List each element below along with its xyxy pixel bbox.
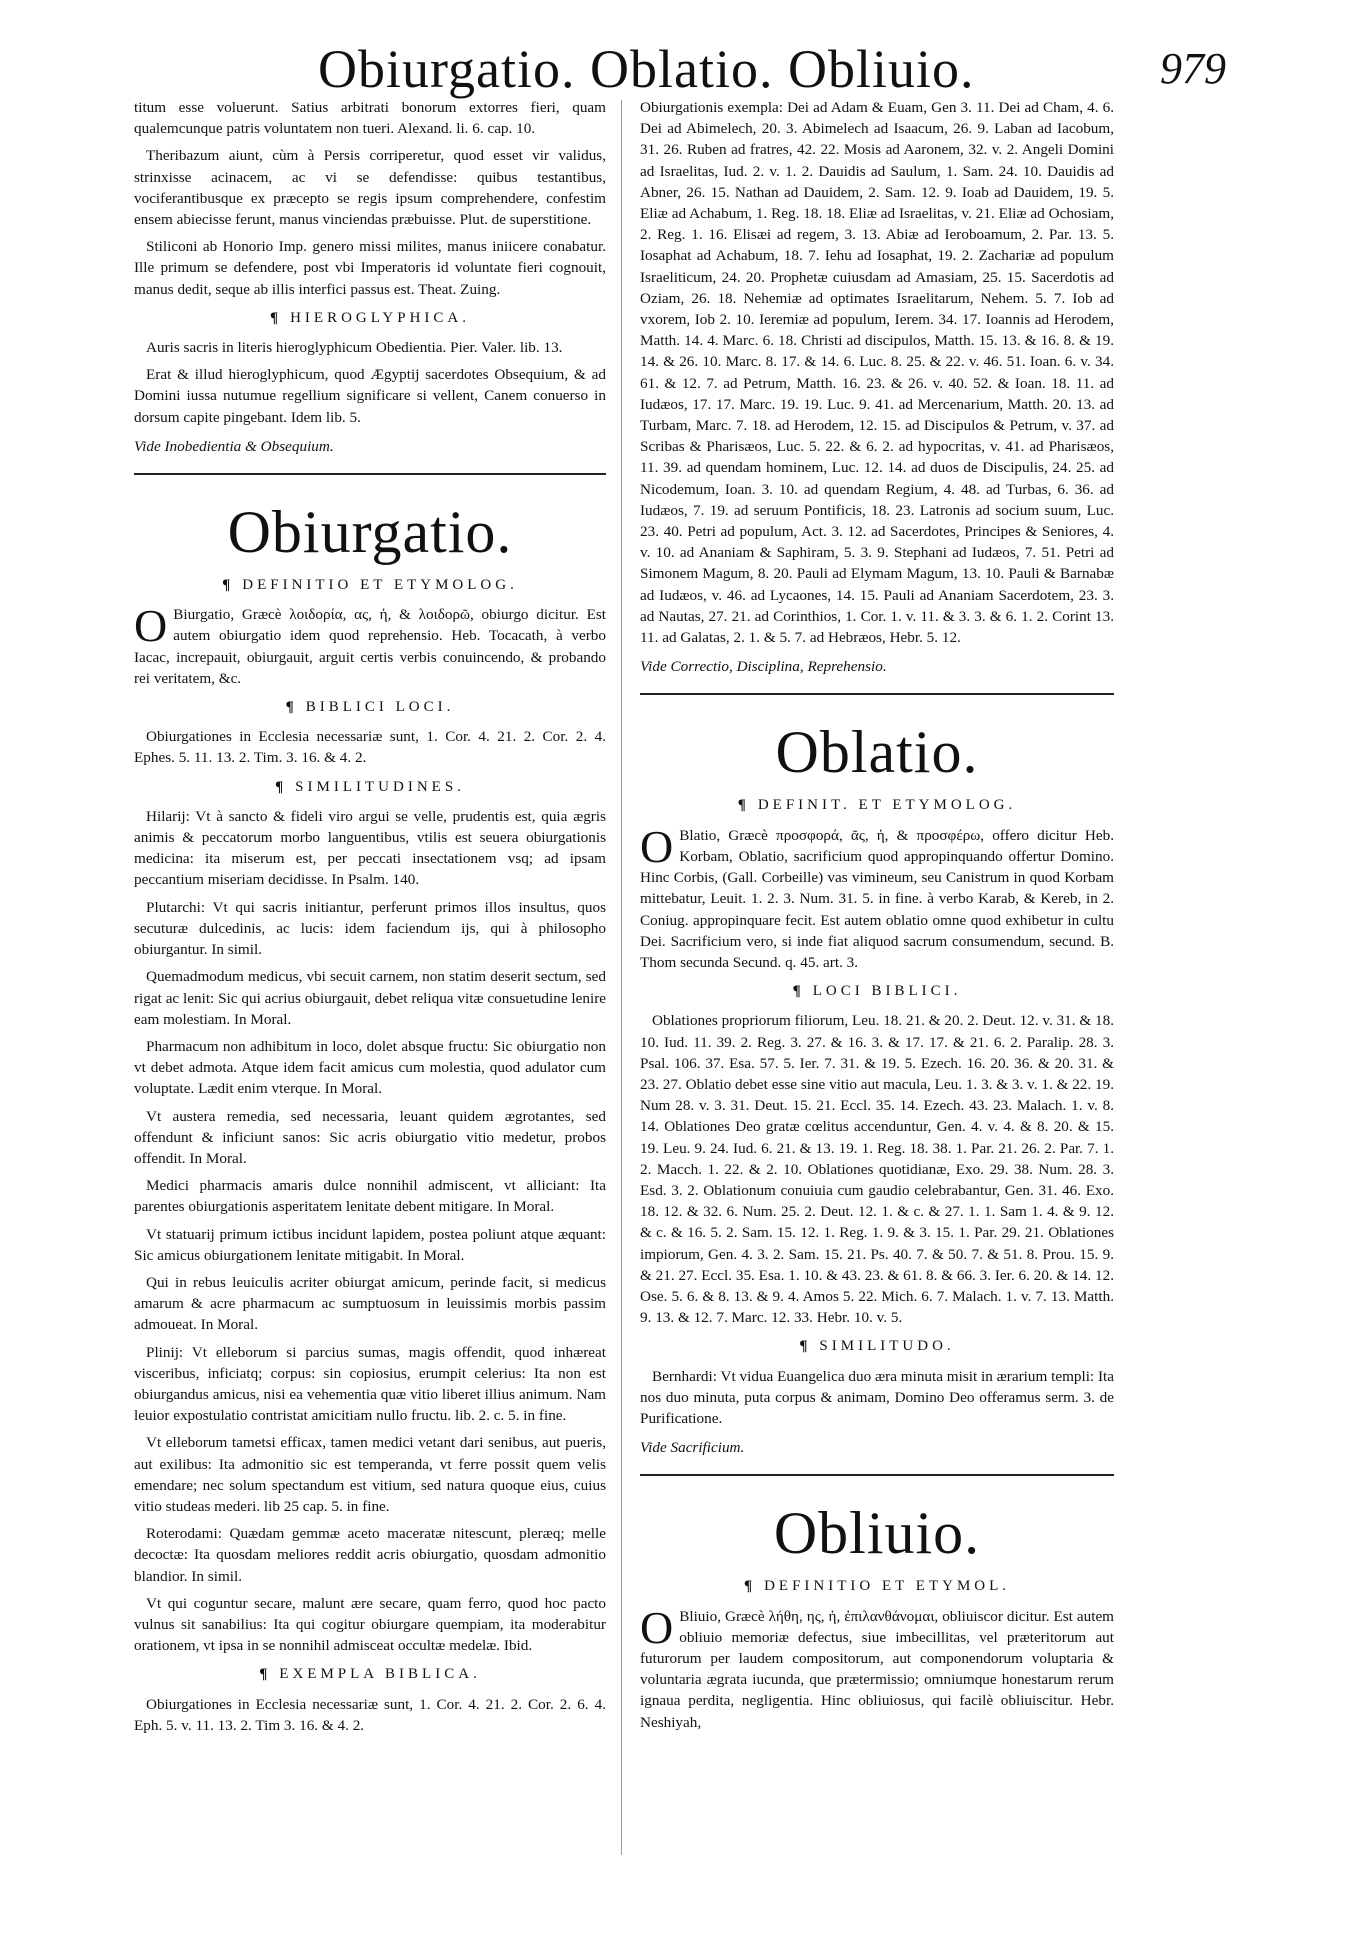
page-number: 979 xyxy=(1160,44,1226,93)
intro-paragraph: titum esse voluerunt. Satius arbitrati bonorum extorres fieri, quam qualemcunque patris voluntatem non tueri. Alexand. li. 6. cap. 10. xyxy=(134,99,606,138)
similitudo-paragraph: Bernhardi: Vt vidua Euangelica duo æra minuta misit in ærarium templi: Ita nos duo minuta, puta corpus & animam, Domino Deo offeramus serm. 3. de Purificatione. xyxy=(640,1367,1114,1427)
obliuio-definitio-heading-text: DEFINITIO ET ETYMOL. xyxy=(764,1578,1011,1595)
vide-reference: Vide Correctio, Disciplina, Reprehensio. xyxy=(640,658,887,676)
section-title-obliuio: Obliuio. xyxy=(773,1500,981,1567)
exempla-continued-paragraph: Obiurgationis exempla: Dei ad Adam & Euam, Gen 3. 11. Dei ad Cham, 4. 6. Dei ad Abimelech, 20. 3. Abimelech ad Isaacum, 26. 9. Laban ad Iacobum, 31. 26. Ruben ad fratres, 42. 22. Mosis ad Aaronem, 32. v. 2. Angeli Domini ad Israelitas, Iud. 2. v. 1. 2. Dauidis ad Saulum, 1. Sam. 24. 10. Dauidis ad Abner, 26. 15. Nathan ad Dauidem, 2. Sam. 12. 9. Ioab ad Dauidem, 19. 5. Eliæ ad Achabum, 1. Reg. 18. 18. Eliæ ad Israelitas, v. 21. Eliæ ad Ochosiam, 2. Reg. 1. 16. Elisæi ad regem, 3. 13. Abiæ ad Ieroboamum, 2. Par. 13. 5. Iosaphat ad Achabum, 18. 7. Iehu ad Iosaphat, 19. 2. Zachariæ ad populum Israeliticum, 24. 20. Prophetæ cuiusdam ad Amasiam, 25. 15. Sacerdotis ad Oziam, 26. 18. Nehemiæ ad optimates Israelitarum, Nehem. 5. 7. Iob ad vxorem, Iob 2. 10. Ieremiæ ad populum, Ierem. 34. 17. Ioannis ad Herodem, Matth. 14. 4. Marc. 6. 18. Christi ad discipulos, Matth. 15. 13. & 16. 8. & 19. 14. & 26. 10. Marc. 8. 17. & 14. 6. Luc. 8. 25. & 22. v. 46. 51. Ioan. 6. v. 34. 61. & 12. 7. ad Petrum, Matth. 16. 23. & 26. v. 40. 52. & Ioan. 18. 11. ad Iudæos, 17. 17. Marc. 19. 19. Luc. 9. 41. ad Mercenarium, Matth. 20. 13. ad Turbam, Marc. 7. 18. ad Herodem, 12. 15. ad Discipulos & Petrum, v. 37. ad Scribas & Pharisæos, Luc. 5. 22. & 6. 2. ad hypocritas, v. 41. ad Pharisæos, 11. 39. ad quendam hominem, Luc. 12. 14. ad duos de Discipulis, 24. 25. ad Nicodemum, Ioan. 3. 10. ad quendam Regium, 4. 48. ad Turbas, 6. 36. ad Iudæos, 7. 19. ad seruum Pontificis, 18. 23. Latronis ad socium suum, Luc. 23. 40. Petri ad populum, Act. 3. 12. ad Sacerdotes, Principes & Seniores, 4. v. 10. ad Ananiam & Saphiram, 5. 3. 9. Stephani ad Iudæos, 7. 51. Petri ad Simonem Magum, 8. 20. Pauli ad Elymam Magum, 13. 10. Pauli & Barnabæ ad Iudæos, v. 46. ad Lycaones, 14. 15. Pauli ad Ananiam Sacerdotem, 23. 3. ad Nautas, 27. 21. ad Corinthios, 1. Cor. 1. v. 11. & 3. 3. & 6. 1. 2. Corint 13. 11. ad Galatas, 2. 1. & 5. 7. ad Hebræos, Hebr. 5. 12. xyxy=(640,99,1114,647)
intro-paragraph: Theribazum aiunt, cùm à Persis corriperetur, quod esset vir validus, strinxisse acinacem, ac vi se defendisse: quibus testantibus, vociferantibusque ex præcepto se regis ipsum comprehendere, confestim ensem abiecisse ferunt, manus vinciendas præbuisse. Plut. de superstitione. xyxy=(134,147,606,229)
exempla-paragraph: Obiurgationes in Ecclesia necessariæ sunt, 1. Cor. 4. 21. 2. Cor. 2. 6. 4. Eph. 5. v. 11. 13. 2. Tim 3. 16. & 4. 2. xyxy=(134,1695,606,1734)
obliuio-definitio-heading xyxy=(640,1576,1114,1597)
pilcrow-icon: ¶ xyxy=(799,1338,812,1355)
similitudo-paragraph: Vt statuarij primum ictibus incidunt lapidem, postea poliunt atque æquant: Sic amicus obiurgationem lenitate mitigabit. In Moral. xyxy=(134,1225,606,1264)
obliuio-definitio-text: Bliuio, Græcè λήθη, ης, ἡ, ἐπιλανθάνομαι, obliuiscor dicitur. Est autem obliuio memoriæ defectus, siue imbecillitas, vel præteritorum aut futurorum per laudem compositorum, aut componendorum voluptaria & voluntaria ægrata iucunda, que prætermissio; omniumque honestarum rerum ignaua perdita, negligentia. Hinc obliuiosus, qui facilè obliuiscitur. Hebr. Neshiyah, xyxy=(640,1607,1114,1731)
definit-heading-text: DEFINIT. ET ETYMOLOG. xyxy=(757,797,1017,814)
section-rule xyxy=(640,1474,1114,1476)
definitio-text: Biurgatio, Græcè λοιδορία, ας, ἡ, & λοιδορῶ, obiurgo dicitur. Est autem obiurgatio idem quod reprehensio. Heb. Tocacath, à verbo Iacac, increpauit, obiurgauit, arguit certis verbis conuincendo, & probando rei veritatem, &c. xyxy=(134,606,606,687)
left-column xyxy=(134,97,606,1742)
drop-initial: O xyxy=(640,820,674,872)
similitudines-heading-text: SIMILITUDINES. xyxy=(295,778,465,795)
pilcrow-icon: ¶ xyxy=(285,699,298,716)
similitudo-paragraph: Plinij: Vt elleborum si parcius sumas, magis offendit, quod inhæreat visceribus, inficiatq; corpus: sin copiosius, erumpit celerius: Ita non est obiurgandus amicus, nisi ea vehementia quæ vitio liberet illius animum. Nam leuior expostulatio contristat amicitiam nullo fructu. lib. 2. c. 5. in fine. xyxy=(134,1343,606,1425)
pilcrow-icon: ¶ xyxy=(737,797,750,814)
running-head xyxy=(0,38,1346,100)
drop-initial: O xyxy=(640,1601,674,1653)
pilcrow-icon: ¶ xyxy=(275,778,288,795)
similitudo-paragraph: Pharmacum non adhibitum in loco, dolet absque fructu: Sic obiurgatio non vt debet admota. Atque idem facit amicus cum molestia, quod adulator cum voluptate. Lædit enim vterque. In Moral. xyxy=(134,1037,606,1098)
drop-initial: O xyxy=(134,600,168,652)
hieroglyphica-paragraph: Erat & illud hieroglyphicum, quod Ægyptij sacerdotes Obsequium, & ad Domini iussa nutumue regellium significare si vellent, Canem conuerso in dorsum capite pingebant. Idem lib. 5. xyxy=(134,366,606,426)
similitudo-paragraph: Vt austera remedia, sed necessaria, leuant quidem ægrotantes, sed offendunt & inficiunt sanos: Sic acris obiurgatio vitio medetur, probos offendit. In Moral. xyxy=(134,1107,606,1167)
definitio-heading xyxy=(134,575,606,596)
running-head-title: Obiurgatio. Oblatio. Obliuio. xyxy=(318,39,975,99)
similitudines-heading xyxy=(134,777,606,798)
loci-biblici-heading xyxy=(640,981,1114,1002)
similitudo-paragraph: Medici pharmacis amaris dulce nonnihil admiscent, vt alliciant: Ita parentes obiurgationis asperitatem lenitate debent mitigare. In Moral. xyxy=(134,1177,606,1216)
similitudo-heading-text: SIMILITUDO. xyxy=(819,1338,955,1355)
definit-paragraph xyxy=(640,820,1114,973)
definit-text: Blatio, Græcè προσφορά, ᾶς, ἡ, & προσφέρω, offero dicitur Heb. Korbam, Oblatio, sacrificium quod appropinquando offertur Domino. Hinc Corbis, (Gall. Corbeille) vas vimineum, seu Canistrum in quod Korbam mittebatur, Leuit. 1. 2. 3. Num. 31. 5. in fine. à verbo Karab, & Kereb, in 2. Coniug. appropinquare fecit. Est autem oblatio omne quod exhibetur in cultu Dei. Sacrificium vero, si inde fiat aliquod sacrum consumendum, secund. B. Thom secunda Secund. q. 45. art. 3. xyxy=(640,826,1114,971)
obliuio-definitio-paragraph xyxy=(640,1601,1114,1733)
biblici-heading xyxy=(134,697,606,718)
vide-reference: Vide Sacrificium. xyxy=(640,1439,745,1457)
hieroglyphica-paragraph: Auris sacris in literis hieroglyphicum Obedientia. Pier. Valer. lib. 13. xyxy=(146,339,563,357)
section-title-obiurgatio: Obiurgatio. xyxy=(227,499,513,566)
column-divider xyxy=(621,100,622,1855)
pilcrow-icon: ¶ xyxy=(222,577,235,594)
vide-reference: Vide Inobedientia & Obsequium. xyxy=(134,437,334,455)
pilcrow-icon: ¶ xyxy=(269,309,283,326)
section-rule xyxy=(134,473,606,475)
section-title-oblatio: Oblatio. xyxy=(775,719,979,786)
pilcrow-icon: ¶ xyxy=(259,1666,272,1683)
exempla-heading-text: EXEMPLA BIBLICA. xyxy=(279,1666,481,1683)
similitudo-paragraph: Roterodami: Quædam gemmæ aceto maceratæ nitescunt, pleræq; melle decoctæ: Ita quosdam meliores reddit acris obiurgatio, quosdam admonitio blandior. In simil. xyxy=(134,1525,606,1585)
pilcrow-icon: ¶ xyxy=(792,983,805,1000)
similitudo-paragraph: Plutarchi: Vt qui sacris initiantur, perferunt primos illos insultus, quos secuturæ dulcedinis, ac lucis: idem faciendum ijs, qui à philosopho obiurgantur. In simil. xyxy=(134,898,606,959)
loci-biblici-paragraph: Oblationes propriorum filiorum, Leu. 18. 21. & 20. 2. Deut. 12. v. 31. & 18. 10. Iud. 11. 39. 2. Reg. 3. 27. & 16. 3. & 17. 17. & 21. 6. 2. Paralip. 28. 3. Psal. 106. 37. Esa. 57. 5. Ier. 7. 31. & 19. 5. Ezech. 16. 20. 36. & 20. 31. & 23. 27. Oblatio debet esse sine vitio aut macula, Leu. 1. 3. & 3. v. 1. & 22. 19. Num 28. v. 3. 31. Deut. 15. 21. Eccl. 35. 14. Ezech. 43. 23. Malach. 1. v. 8. 14. Oblationes Deo gratæ cœlitus accenduntur, Gen. 4. v. 4. & 8. 20. & 15. 19. Leu. 9. 24. Iud. 6. 21. & 13. 19. 1. Reg. 18. 38. 1. Par. 21. 26. 2. Par. 7. 1. 2. Macch. 1. 22. & 2. 10. Oblationes quotidianæ, Exo. 29. 38. Num. 28. 3. Esd. 3. 2. Oblationum conuiuia cum gaudio celebrabantur, Gen. 31. 46. Exo. 18. 12. & 32. 6. Num. 25. 2. Deut. 12. 1. & c. & 27. 1. 1. Sam 1. 4. & 9. 12. & c. & 16. 5. 2. Sam. 15. 12. 1. Reg. 1. 9. & 3. 15. 1. Par. 29. 21. Oblationes impiorum, Gen. 4. 3. 2. Sam. 15. 21. Ps. 40. 7. & 50. 7. & 51. 8. Prou. 15. 9. & 21. 27. Eccl. 35. Esa. 1. 10. & 43. 23. & 61. 8. & 66. 3. Ier. 6. 20. & 14. 12. Ose. 5. 6. & 8. 13. & 9. 4. Amos 5. 22. Mich. 6. 7. Malach. 1. v. 7. 13. Matth. 9. 13. & 12. 7. Marc. 12. 33. Hebr. 10. v. 5. xyxy=(640,1012,1114,1327)
biblici-paragraph: Obiurgationes in Ecclesia necessariæ sunt, 1. Cor. 4. 21. 2. Cor. 2. 4. Ephes. 5. 11. 13. 2. Tim. 3. 16. & 4. 2. xyxy=(134,728,606,767)
similitudo-paragraph: Hilarij: Vt à sancto & fideli viro argui se velle, prudentis est, quia ægris animis & peccatorum morbo languentibus, vtilis est seuera obiurgationis medicina: ita miserum est, per peccati insectationem vsq; ad ipsam peccantium miseriam decidisse. In Psalm. 140. xyxy=(134,807,606,889)
section-rule xyxy=(640,693,1114,695)
right-column xyxy=(640,97,1114,1739)
pilcrow-icon: ¶ xyxy=(743,1578,757,1595)
similitudo-paragraph: Qui in rebus leuiculis acriter obiurgat amicum, perinde facit, si medicus amarum & acre pharmacum ac sumptuosum in leuissimis morbis passim admoueat. In Moral. xyxy=(134,1273,606,1334)
hieroglyphica-heading-text: HIEROGLYPHICA. xyxy=(290,309,471,326)
intro-paragraph: Stiliconi ab Honorio Imp. genero missi milites, manus iniicere conabatur. Ille primum se defendere, post vbi Imperatoris id voluntate fieri cognouit, manus dedit, seque ab illis interfici passus est. Theat. Zuing. xyxy=(134,238,606,298)
definitio-paragraph xyxy=(134,600,606,689)
similitudo-paragraph: Vt elleborum tametsi efficax, tamen medici vetant dari senibus, aut pueris, aut exilibus: Ita admonitio sic est temperanda, vt ferre possit quem velis emendare; nec solum spectandum est vitium, sed natura quoque eius, cuius vitio studeas mederi. lib 25 cap. 5. in fine. xyxy=(134,1434,606,1515)
definitio-heading-text: DEFINITIO ET ETYMOLOG. xyxy=(242,577,518,594)
similitudo-heading xyxy=(640,1336,1114,1357)
hieroglyphica-heading xyxy=(134,308,606,329)
definit-heading xyxy=(640,795,1114,816)
similitudo-paragraph: Vt qui coguntur secare, malunt ære secare, quam ferro, quod hoc pacto vulnus sit sanabilius: Ita qui cogitur obiurgare quempiam, ita moderabitur orationem, vt ipsa in se nonnihil admisceat occultæ medelæ. Ibid. xyxy=(134,1594,606,1655)
biblici-heading-text: BIBLICI LOCI. xyxy=(305,699,455,716)
loci-biblici-heading-text: LOCI BIBLICI. xyxy=(812,983,962,1000)
exempla-heading xyxy=(134,1664,606,1685)
similitudo-paragraph: Quemadmodum medicus, vbi secuit carnem, non statim deserit sectum, sed rigat ac lenit: Sic qui acrius obiurgauit, debet reliqua vitæ consuetudine lenire eam molestiam. In Moral. xyxy=(134,968,606,1028)
